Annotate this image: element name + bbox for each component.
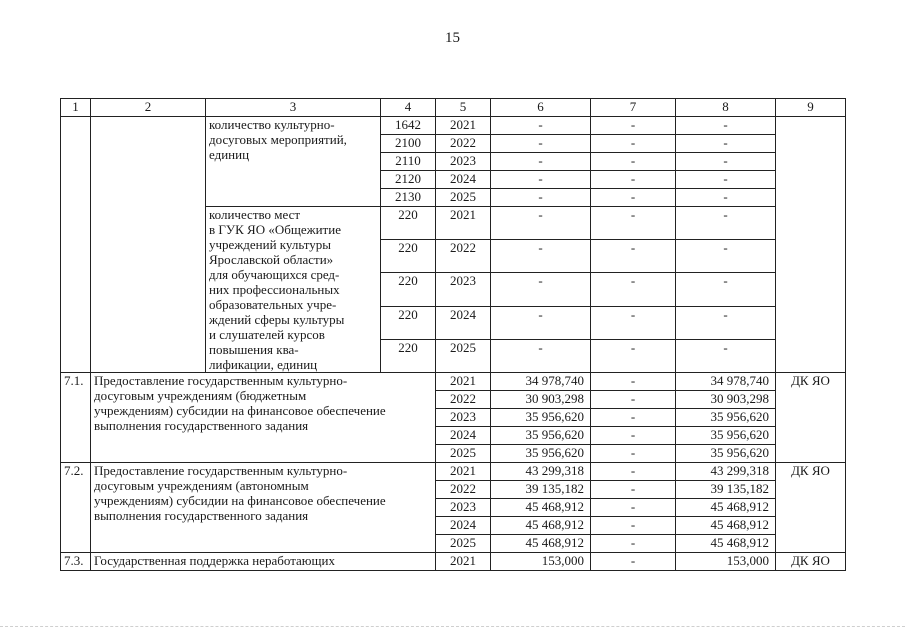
- year-cell: 2021: [436, 117, 491, 135]
- dash-cell: -: [591, 373, 676, 391]
- dash-cell: -: [491, 117, 591, 135]
- dash-cell: -: [676, 117, 776, 135]
- amount-regional: 43 299,318: [676, 463, 776, 481]
- dash-cell: -: [676, 153, 776, 171]
- indicator-value: 220: [381, 339, 436, 372]
- indicator-value: 2100: [381, 135, 436, 153]
- page-number: 15: [445, 30, 460, 46]
- amount-regional: 35 956,620: [676, 445, 776, 463]
- dash-cell: -: [591, 207, 676, 240]
- column-header: 6: [491, 99, 591, 117]
- table-row: [61, 117, 846, 135]
- year-cell: 2021: [436, 207, 491, 240]
- year-cell: 2025: [436, 189, 491, 207]
- year-cell: 2023: [436, 153, 491, 171]
- amount-total: 30 903,298: [491, 391, 591, 409]
- dash-cell: -: [491, 339, 591, 372]
- amount-regional: 39 135,182: [676, 481, 776, 499]
- measure-number: 7.2.: [61, 463, 91, 553]
- program-table: [60, 98, 846, 571]
- measure-description: Предоставление государственным культурно- досуговым учреждениям (бюджетным учреждениям) субсидии на финансовое обеспечение выполнения государственного задания: [91, 373, 436, 463]
- dash-cell: -: [676, 207, 776, 240]
- amount-total: 39 135,182: [491, 481, 591, 499]
- year-cell: 2025: [436, 445, 491, 463]
- year-cell: 2024: [436, 171, 491, 189]
- indicator-value: 1642: [381, 117, 436, 135]
- dash-cell: -: [491, 240, 591, 273]
- dash-cell: -: [491, 171, 591, 189]
- dash-cell: -: [491, 207, 591, 240]
- dash-cell: -: [676, 339, 776, 372]
- amount-total: 45 468,912: [491, 517, 591, 535]
- year-cell: 2022: [436, 481, 491, 499]
- year-cell: 2023: [436, 409, 491, 427]
- scan-edge-line: [0, 626, 905, 627]
- table-row: [61, 373, 846, 391]
- dash-cell: -: [491, 273, 591, 306]
- dash-cell: -: [491, 135, 591, 153]
- indicator-value: 2110: [381, 153, 436, 171]
- year-cell: 2025: [436, 339, 491, 372]
- dash-cell: -: [676, 189, 776, 207]
- dash-cell: -: [591, 553, 676, 571]
- dash-cell: -: [676, 135, 776, 153]
- indicator-value: 2120: [381, 171, 436, 189]
- table-row: [61, 553, 846, 571]
- year-cell: 2021: [436, 463, 491, 481]
- year-cell: 2023: [436, 499, 491, 517]
- dash-cell: -: [591, 517, 676, 535]
- year-cell: 2022: [436, 240, 491, 273]
- indicator-value: 220: [381, 306, 436, 339]
- column-header: 9: [776, 99, 846, 117]
- amount-total: 34 978,740: [491, 373, 591, 391]
- column-header: 7: [591, 99, 676, 117]
- cell-num-empty: [61, 117, 91, 373]
- indicator-value: 220: [381, 240, 436, 273]
- amount-regional: 153,000: [676, 553, 776, 571]
- cell-name-empty: [91, 117, 206, 373]
- measure-number: 7.3.: [61, 553, 91, 571]
- year-cell: 2021: [436, 373, 491, 391]
- column-header: 4: [381, 99, 436, 117]
- dash-cell: -: [591, 306, 676, 339]
- year-cell: 2025: [436, 535, 491, 553]
- column-number-row: [61, 99, 846, 117]
- amount-total: 153,000: [491, 553, 591, 571]
- dash-cell: -: [591, 481, 676, 499]
- dash-cell: -: [591, 445, 676, 463]
- measure-description: Государственная поддержка неработающих: [91, 553, 436, 571]
- amount-total: 43 299,318: [491, 463, 591, 481]
- dash-cell: -: [676, 306, 776, 339]
- dash-cell: -: [676, 240, 776, 273]
- year-cell: 2022: [436, 135, 491, 153]
- amount-total: 35 956,620: [491, 445, 591, 463]
- indicator-value: 2130: [381, 189, 436, 207]
- dash-cell: -: [591, 135, 676, 153]
- dash-cell: -: [591, 117, 676, 135]
- executor: ДК ЯО: [776, 553, 846, 571]
- dash-cell: -: [676, 273, 776, 306]
- amount-total: 35 956,620: [491, 409, 591, 427]
- year-cell: 2023: [436, 273, 491, 306]
- year-cell: 2021: [436, 553, 491, 571]
- indicator-value: 220: [381, 207, 436, 240]
- executor: ДК ЯО: [776, 463, 846, 553]
- year-cell: 2022: [436, 391, 491, 409]
- amount-regional: 35 956,620: [676, 409, 776, 427]
- dash-cell: -: [591, 339, 676, 372]
- executor: ДК ЯО: [776, 373, 846, 463]
- column-header: 1: [61, 99, 91, 117]
- amount-regional: 35 956,620: [676, 427, 776, 445]
- indicator-label: количество культурно- досуговых мероприятий, единиц: [206, 117, 381, 207]
- dash-cell: -: [591, 463, 676, 481]
- column-header: 8: [676, 99, 776, 117]
- dash-cell: -: [591, 409, 676, 427]
- amount-total: 45 468,912: [491, 535, 591, 553]
- amount-total: 45 468,912: [491, 499, 591, 517]
- amount-total: 35 956,620: [491, 427, 591, 445]
- dash-cell: -: [591, 499, 676, 517]
- dash-cell: -: [491, 189, 591, 207]
- column-header: 2: [91, 99, 206, 117]
- column-header: 5: [436, 99, 491, 117]
- indicator-label: количество мест в ГУК ЯО «Общежитие учреждений культуры Ярославской области» для обучающихся сред- них профессиональных образовательных учре- ждений сферы культуры и слушателей курсов повышения ква- лификации, единиц: [206, 207, 381, 373]
- dash-cell: -: [591, 535, 676, 553]
- dash-cell: -: [591, 273, 676, 306]
- amount-regional: 30 903,298: [676, 391, 776, 409]
- dash-cell: -: [591, 153, 676, 171]
- dash-cell: -: [591, 240, 676, 273]
- measure-description: Предоставление государственным культурно- досуговым учреждениям (автономным учреждениям) субсидии на финансовое обеспечение выполнения государственного задания: [91, 463, 436, 553]
- measure-number: 7.1.: [61, 373, 91, 463]
- amount-regional: 45 468,912: [676, 535, 776, 553]
- dash-cell: -: [591, 391, 676, 409]
- dash-cell: -: [591, 427, 676, 445]
- year-cell: 2024: [436, 517, 491, 535]
- amount-regional: 34 978,740: [676, 373, 776, 391]
- indicator-value: 220: [381, 273, 436, 306]
- column-header: 3: [206, 99, 381, 117]
- year-cell: 2024: [436, 306, 491, 339]
- year-cell: 2024: [436, 427, 491, 445]
- dash-cell: -: [491, 306, 591, 339]
- dash-cell: -: [491, 153, 591, 171]
- dash-cell: -: [676, 171, 776, 189]
- dash-cell: -: [591, 171, 676, 189]
- amount-regional: 45 468,912: [676, 517, 776, 535]
- cell-executor-empty: [776, 117, 846, 373]
- amount-regional: 45 468,912: [676, 499, 776, 517]
- table-row: [61, 463, 846, 481]
- dash-cell: -: [591, 189, 676, 207]
